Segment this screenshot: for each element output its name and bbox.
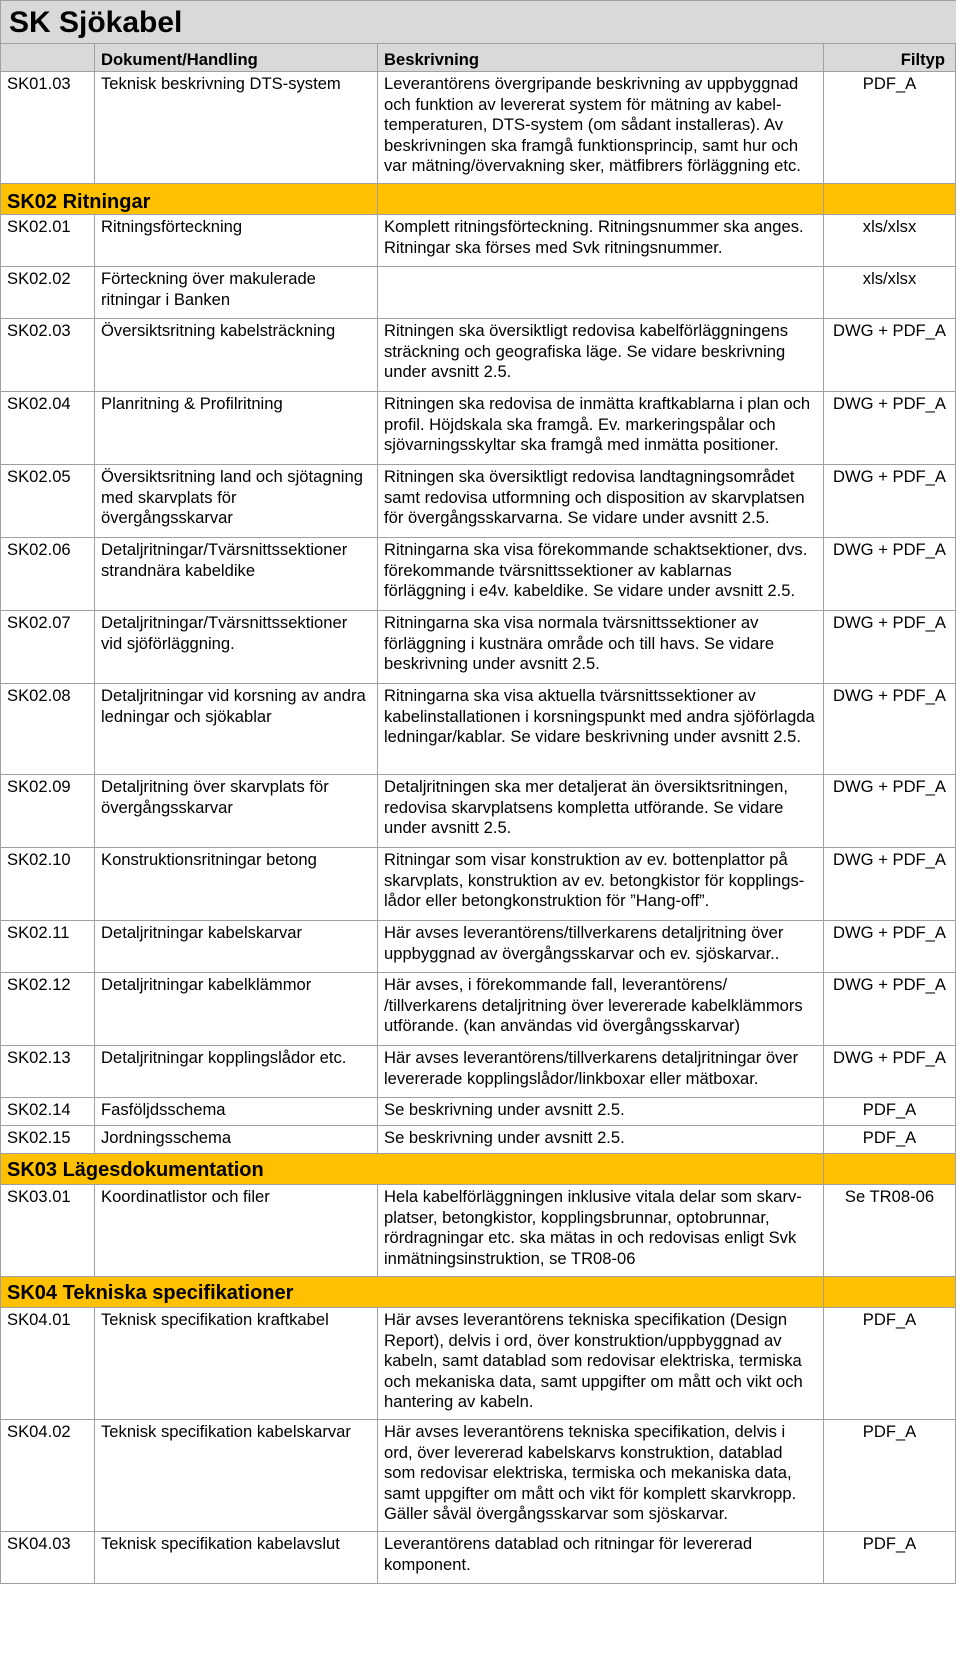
row-description: Detaljritningen ska mer detaljerat än översiktsritningen, redovisa skarvplatsens kompletta utförande. Se vidare under avsnitt 2.5.: [378, 775, 824, 848]
row-code: SK02.01: [1, 215, 95, 267]
section-header-row: [1, 1277, 956, 1308]
row-description: Ritningarna ska visa aktuella tvärsnittssektioner av kabelinstallationen i korsningspunkt med andra sjöförlagda ledningar/kablar. Se vidare beskrivning under avsnitt 2.5.: [378, 684, 824, 775]
row-code: SK04.02: [1, 1420, 95, 1532]
row-document: Översiktsritning kabelsträckning: [95, 319, 378, 392]
row-description: Se beskrivning under avsnitt 2.5.: [378, 1098, 824, 1126]
row-filetype: PDF_A: [824, 72, 956, 184]
table-row: [1, 215, 956, 267]
row-code: SK02.06: [1, 538, 95, 611]
row-code: SK02.02: [1, 267, 95, 319]
row-document: Fasföljdsschema: [95, 1098, 378, 1126]
row-description: Komplett ritningsförteckning. Ritningsnummer ska anges. Ritningar ska förses med Svk ritningsnummer.: [378, 215, 824, 267]
row-code: SK02.15: [1, 1126, 95, 1154]
row-filetype: PDF_A: [824, 1308, 956, 1420]
section-title: SK04 Tekniska specifikationer: [1, 1277, 824, 1308]
row-code: SK02.10: [1, 848, 95, 921]
row-filetype: DWG + PDF_A: [824, 775, 956, 848]
row-document: Detaljritningar/Tvärsnittssektioner strandnära kabeldike: [95, 538, 378, 611]
row-description: Ritningen ska översiktligt redovisa landtagningsområdet samt redovisa utformning och disposition av skarvplatsen för övergångsskarvarna. Se vidare under avsnitt 2.5.: [378, 465, 824, 538]
row-document: Konstruktionsritningar betong: [95, 848, 378, 921]
row-filetype: DWG + PDF_A: [824, 1046, 956, 1098]
row-document: Detaljritningar/Tvärsnittssektioner vid sjöförläggning.: [95, 611, 378, 684]
column-header-filetype: Filtyp: [824, 44, 956, 72]
row-filetype: DWG + PDF_A: [824, 684, 956, 775]
section-header-row: [1, 184, 956, 215]
row-code: SK04.01: [1, 1308, 95, 1420]
row-description: Leverantörens övergripande beskrivning av uppbyggnad och funktion av levererat system för mätning av kabel-temperaturen, DTS-system (om sådant installeras). Av beskrivningen ska framgå funktionsprincip, samt hur och var mätning/övervakning sker, mätfibrers förläggning etc.: [378, 72, 824, 184]
table-body: [1, 1, 956, 1584]
row-code: SK01.03: [1, 72, 95, 184]
row-code: SK02.13: [1, 1046, 95, 1098]
row-filetype: PDF_A: [824, 1532, 956, 1584]
row-description: Leverantörens datablad och ritningar för levererad komponent.: [378, 1532, 824, 1584]
row-code: SK02.07: [1, 611, 95, 684]
table-row: [1, 684, 956, 775]
row-document: Teknisk specifikation kraftkabel: [95, 1308, 378, 1420]
row-code: SK02.11: [1, 921, 95, 973]
section-title-end: [824, 184, 956, 215]
table-row: [1, 1185, 956, 1277]
section-title: SK03 Lägesdokumentation: [1, 1154, 824, 1185]
table-row: [1, 392, 956, 465]
table-row: [1, 319, 956, 392]
row-filetype: PDF_A: [824, 1098, 956, 1126]
table-row: [1, 1420, 956, 1532]
table-row: [1, 1126, 956, 1154]
section-title-end: [824, 1277, 956, 1308]
table-row: [1, 611, 956, 684]
page-title: SK Sjökabel: [1, 1, 956, 44]
table-row: [1, 973, 956, 1046]
row-code: SK02.14: [1, 1098, 95, 1126]
section-header-row: [1, 1154, 956, 1185]
row-description: Här avses leverantörens/tillverkarens detaljritningar över levererade kopplingslådor/linkboxar eller mätboxar.: [378, 1046, 824, 1098]
column-header-code: [1, 44, 95, 72]
row-code: SK02.04: [1, 392, 95, 465]
row-document: Teknisk specifikation kabelskarvar: [95, 1420, 378, 1532]
row-description: Ritningar som visar konstruktion av ev. bottenplattor på skarvplats, konstruktion av ev. betongkistor för kopplings-lådor eller betongkonstruktion för ”Hang-off”.: [378, 848, 824, 921]
section-title-end: [824, 1154, 956, 1185]
row-document: Teknisk beskrivning DTS-system: [95, 72, 378, 184]
row-document: Översiktsritning land och sjötagning med skarvplats för övergångsskarvar: [95, 465, 378, 538]
table-row: [1, 1046, 956, 1098]
row-document: Detaljritningar kabelklämmor: [95, 973, 378, 1046]
row-filetype: DWG + PDF_A: [824, 538, 956, 611]
row-filetype: DWG + PDF_A: [824, 848, 956, 921]
row-document: Detaljritningar vid korsning av andra ledningar och sjökablar: [95, 684, 378, 775]
row-document: Detaljritningar kabelskarvar: [95, 921, 378, 973]
row-code: SK02.09: [1, 775, 95, 848]
row-code: SK03.01: [1, 1185, 95, 1277]
title-row: [1, 1, 956, 44]
row-filetype: DWG + PDF_A: [824, 611, 956, 684]
row-document: Ritningsförteckning: [95, 215, 378, 267]
row-filetype: PDF_A: [824, 1420, 956, 1532]
row-filetype: DWG + PDF_A: [824, 319, 956, 392]
row-code: SK02.08: [1, 684, 95, 775]
row-description: Se beskrivning under avsnitt 2.5.: [378, 1126, 824, 1154]
table-row: [1, 72, 956, 184]
row-document: Detaljritning över skarvplats för övergångsskarvar: [95, 775, 378, 848]
row-description: Här avses leverantörens tekniska specifikation (Design Report), delvis i ord, över konstruktion/uppbyggnad av kabeln, samt datablad som redovisar elektriska, termiska och mekaniska data, samt uppgifter om mått och vikt och hantering av kabeln.: [378, 1308, 824, 1420]
row-document: Detaljritningar kopplingslådor etc.: [95, 1046, 378, 1098]
row-document: Teknisk specifikation kabelavslut: [95, 1532, 378, 1584]
table-row: [1, 921, 956, 973]
row-document: Jordningsschema: [95, 1126, 378, 1154]
row-description: Ritningen ska redovisa de inmätta kraftkablarna i plan och profil. Höjdskala ska framgå. Ev. markeringspålar och sjövarningsskyltar ska framgå med inmätta positioner.: [378, 392, 824, 465]
row-description: [378, 267, 824, 319]
row-filetype: DWG + PDF_A: [824, 465, 956, 538]
row-filetype: PDF_A: [824, 1126, 956, 1154]
row-description: Hela kabelförläggningen inklusive vitala delar som skarv-platser, betongkistor, kopplingsbrunnar, optobrunnar, rördragningar etc. ska mätas in och redovisas enligt Svk inmätningsinstruktion, se TR08-06: [378, 1185, 824, 1277]
row-description: Här avses leverantörens/tillverkarens detaljritning över uppbyggnad av övergångsskarvar och ev. sjöskarvar..: [378, 921, 824, 973]
section-title: SK02 Ritningar: [1, 184, 378, 215]
row-filetype: xls/xlsx: [824, 267, 956, 319]
table-row: [1, 267, 956, 319]
row-filetype: Se TR08-06: [824, 1185, 956, 1277]
column-header-desc: Beskrivning: [378, 44, 824, 72]
table-row: [1, 465, 956, 538]
row-code: SK02.12: [1, 973, 95, 1046]
table-row: [1, 1532, 956, 1584]
row-code: SK04.03: [1, 1532, 95, 1584]
row-filetype: DWG + PDF_A: [824, 392, 956, 465]
table-row: [1, 775, 956, 848]
row-document: Planritning & Profilritning: [95, 392, 378, 465]
table-row: [1, 538, 956, 611]
row-description: Ritningarna ska visa normala tvärsnittssektioner av förläggning i kustnära område och till havs. Se vidare beskrivning under avsnitt 2.5.: [378, 611, 824, 684]
row-document: Koordinatlistor och filer: [95, 1185, 378, 1277]
section-title-middle: [378, 184, 824, 215]
table-row: [1, 1098, 956, 1126]
row-description: Här avses leverantörens tekniska specifikation, delvis i ord, över levererad kabelskarvs konstruktion, datablad som redovisar elektriska, termiska och mekaniska data, samt uppgifter om mått och vikt för komplett skarvkropp. Gäller såväl övergångsskarvar som sjöskarvar.: [378, 1420, 824, 1532]
column-header-doc: Dokument/Handling: [95, 44, 378, 72]
row-description: Här avses, i förekommande fall, leverantörens/ /tillverkarens detaljritning över levererade kabelklämmors utförande. (kan användas vid övergångsskarvar): [378, 973, 824, 1046]
row-document: Förteckning över makulerade ritningar i Banken: [95, 267, 378, 319]
table-row: [1, 848, 956, 921]
column-header-row: [1, 44, 956, 72]
row-code: SK02.05: [1, 465, 95, 538]
row-description: Ritningen ska översiktligt redovisa kabelförläggningens sträckning och geografiska läge. Se vidare beskrivning under avsnitt 2.5.: [378, 319, 824, 392]
row-filetype: DWG + PDF_A: [824, 973, 956, 1046]
table-row: [1, 1308, 956, 1420]
row-filetype: xls/xlsx: [824, 215, 956, 267]
row-code: SK02.03: [1, 319, 95, 392]
row-description: Ritningarna ska visa förekommande schaktsektioner, dvs. förekommande tvärsnittssektioner av kablarnas förläggning i e4v. kabeldike. Se vidare under avsnitt 2.5.: [378, 538, 824, 611]
row-filetype: DWG + PDF_A: [824, 921, 956, 973]
